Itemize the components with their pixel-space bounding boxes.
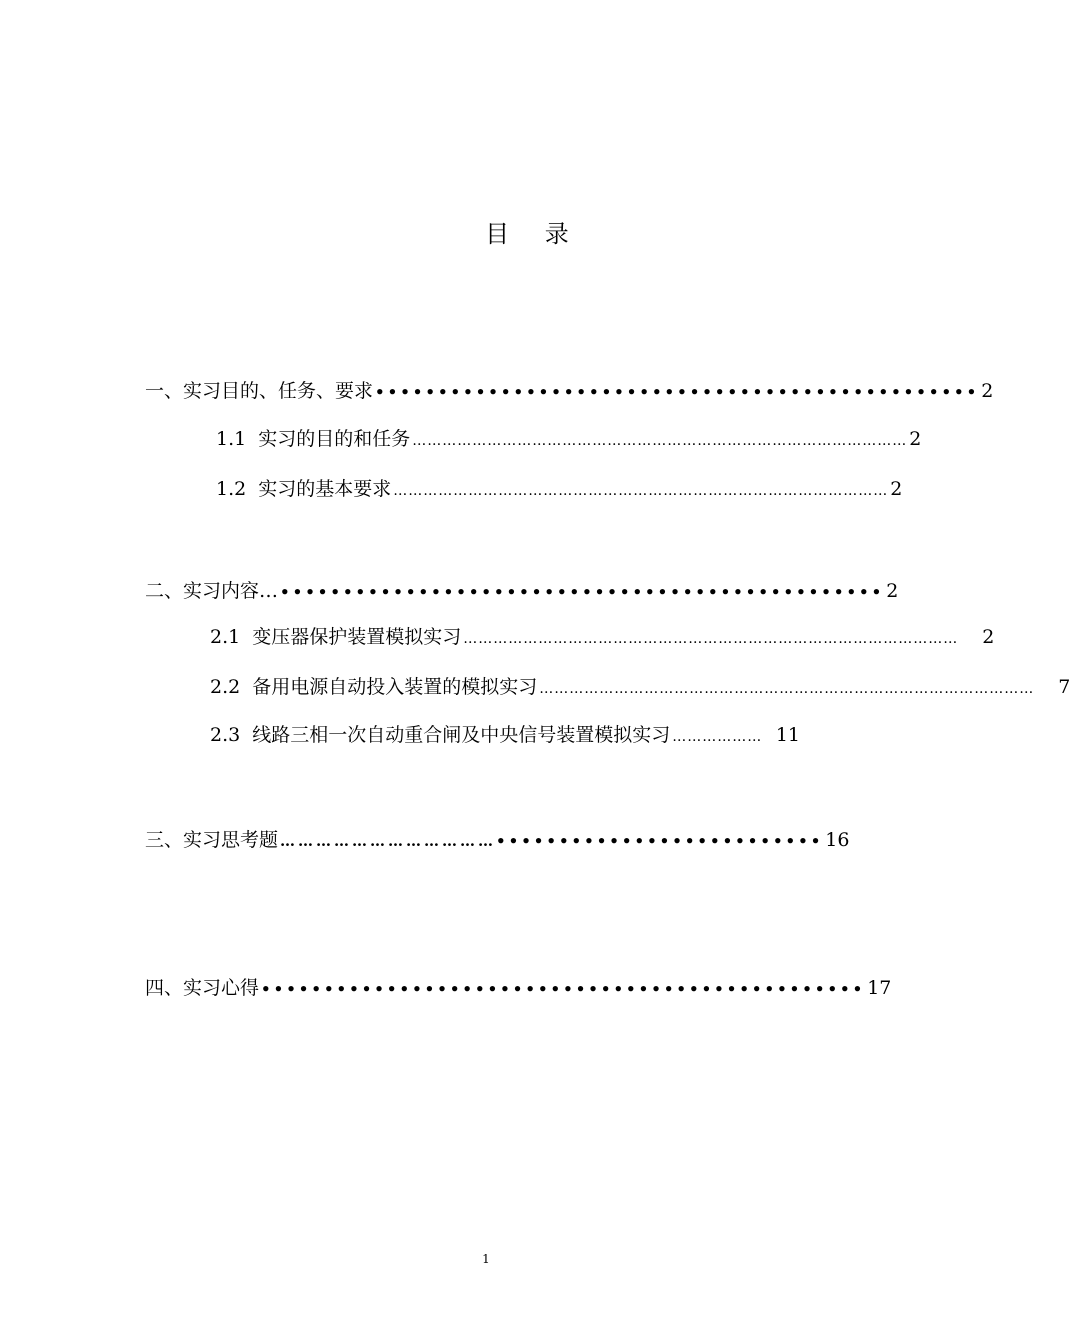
toc-page-number: 11 — [775, 724, 800, 746]
toc-leader: ……………………………………………………………………………………… — [393, 483, 889, 499]
toc-page-number: 17 — [867, 977, 892, 999]
toc-page-number: 7 — [1058, 676, 1070, 698]
toc-leader: ……………………………………………………………………………………… — [412, 433, 908, 449]
toc-entry-2-1[interactable] — [210, 622, 995, 649]
toc-entry-1-2[interactable] — [216, 474, 903, 501]
toc-entry-text: 实习的目的和任务 — [258, 428, 411, 450]
toc-leader: ………………………………•••••••••••••••••••••••••• — [280, 832, 824, 850]
toc-leader: ……………………………………………………………………………………… — [463, 631, 959, 647]
toc-entry-2-3[interactable] — [210, 720, 800, 747]
toc-entry-label: 二、实习内容… — [145, 580, 279, 602]
toc-entry-number: 2.1 — [210, 626, 241, 648]
toc-entry-number: 2.2 — [210, 676, 241, 698]
toc-title: 目 录 — [485, 220, 583, 248]
toc-leader: •••••••••••••••••••••••••••••••••••••••••••••••• — [261, 980, 866, 998]
toc-entry-text: 线路三相一次自动重合闸及中央信号装置模拟实习 — [252, 724, 671, 746]
toc-entry-number: 2.3 — [210, 724, 241, 746]
toc-leader: ……………… — [672, 729, 763, 745]
toc-page-number: 16 — [825, 829, 850, 851]
toc-page-number: 2 — [886, 580, 899, 602]
toc-leader: •••••••••••••••••••••••••••••••••••••••••••••••• — [375, 383, 980, 401]
toc-entry-text: 实习的基本要求 — [258, 478, 392, 500]
toc-entry-2[interactable] — [145, 576, 899, 603]
toc-page-number: 2 — [890, 478, 903, 500]
toc-entry-2-2[interactable] — [210, 672, 1070, 699]
toc-entry-label: 一、实习目的、任务、要求 — [145, 380, 374, 402]
toc-leader: ……………………………………………………………………………………… — [539, 681, 1035, 697]
toc-page-number: 2 — [981, 380, 994, 402]
toc-entry-label: 三、实习思考题 — [145, 829, 279, 851]
toc-entry-text: 备用电源自动投入装置的模拟实习 — [252, 676, 538, 698]
toc-leader: •••••••••••••••••••••••••••••••••••••••••••••••• — [280, 583, 885, 601]
toc-entry-number: 1.2 — [216, 478, 247, 500]
toc-page-number: 2 — [982, 626, 995, 648]
toc-entry-label — [210, 622, 461, 649]
toc-entry-4[interactable] — [145, 973, 892, 1000]
toc-entry-1-1[interactable] — [216, 424, 922, 451]
toc-entry-label: 四、实习心得 — [145, 977, 260, 999]
toc-entry-1[interactable] — [145, 376, 994, 403]
toc-entry-label — [216, 474, 391, 501]
toc-entry-label — [216, 424, 410, 451]
toc-entry-number: 1.1 — [216, 428, 247, 450]
toc-entry-text: 变压器保护装置模拟实习 — [252, 626, 462, 648]
toc-entry-label — [210, 720, 670, 747]
toc-entry-3[interactable] — [145, 825, 850, 852]
toc-page-number: 2 — [909, 428, 922, 450]
toc-entry-label — [210, 672, 537, 699]
page-number-footer: 1 — [482, 1252, 490, 1266]
